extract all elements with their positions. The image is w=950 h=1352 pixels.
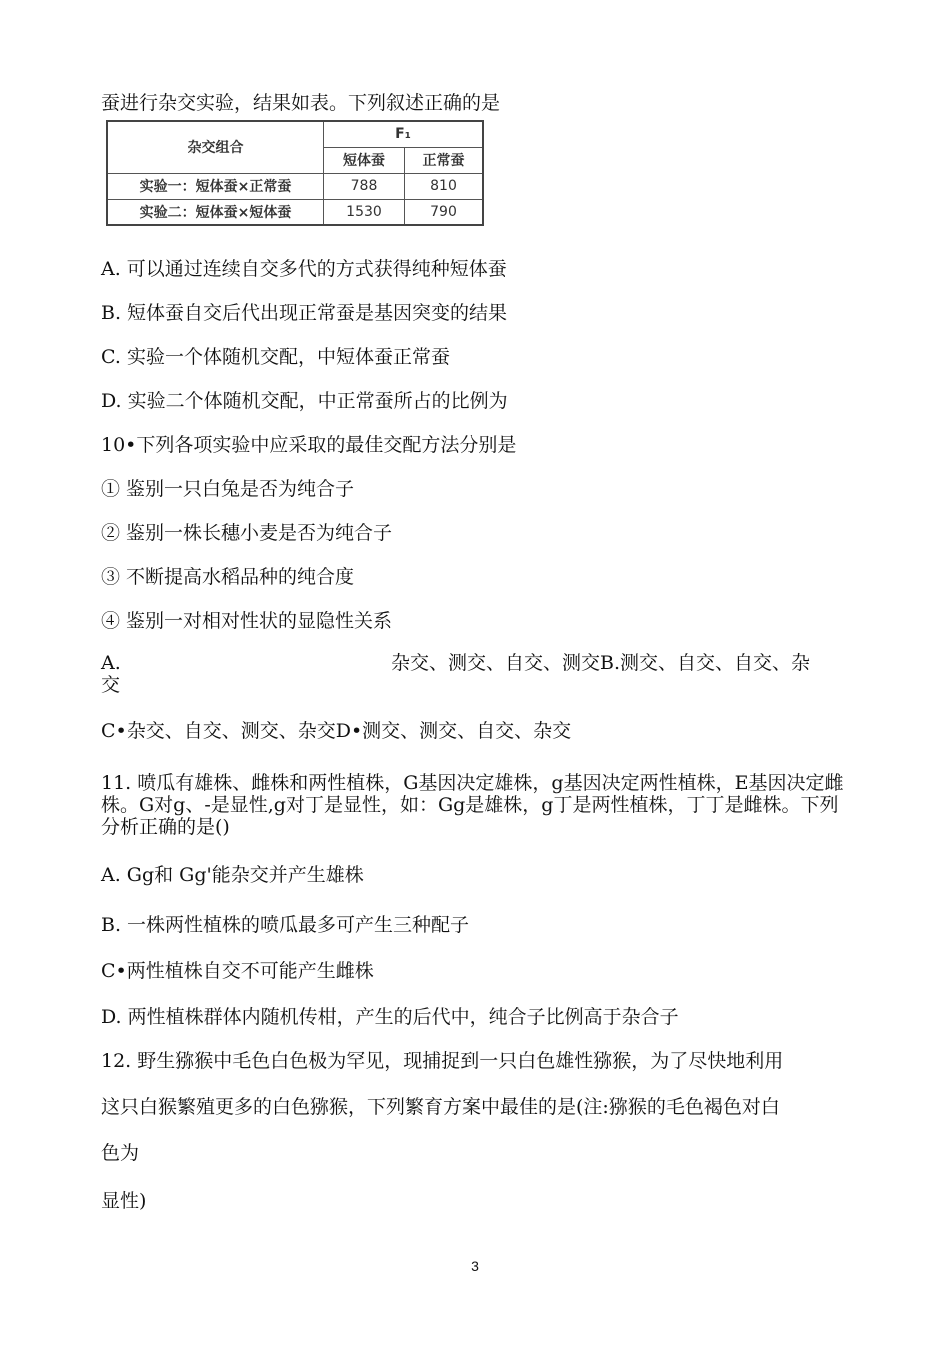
q10-item-2: ② 鉴别一株长穗小麦是否为纯合子 (101, 522, 393, 544)
q11-option-d: D. 两性植株群体内随机传柑，产生的后代中，纯合子比例高于杂合子 (101, 1006, 679, 1028)
q10-item-1: ① 鉴别一只白兔是否为纯合子 (101, 478, 355, 500)
row-label: 实验二：短体蚕×短体蚕 (107, 199, 324, 225)
header-combo: 杂交组合 (107, 121, 324, 173)
header-normal: 正常蚕 (405, 147, 484, 173)
header-short: 短体蚕 (324, 147, 405, 173)
q11-option-a: A. Gg和 Gg'能杂交并产生雄株 (101, 864, 364, 886)
q10-option-b-tail: 交 (101, 674, 121, 696)
q10-item-3: ③ 不断提高水稻品种的纯合度 (101, 566, 355, 588)
q12-line-2: 这只白猴繁殖更多的白色猕猴，下列繁育方案中最佳的是(注:猕猴的毛色褐色对白 (101, 1096, 780, 1118)
table-row (107, 199, 483, 225)
q9-option-d: D. 实验二个体随机交配，中正常蚕所占的比例为 (101, 390, 508, 412)
q11-stem: 11. 喷瓜有雄株、雌株和两性植株，G基因决定雄株，g基因决定两性植株，E基因决定雌株。G对g、-是显性,g对丁是显性，如：Gg是雄株，g丁是两性植株，丁丁是雌株。下列分析正确的是() (101, 772, 844, 838)
q10-option-ab-text: 杂交、测交、自交、测交B.测交、自交、自交、杂 (391, 652, 811, 674)
row-normal-value: 790 (405, 199, 484, 225)
q10-option-a-label: A. (101, 652, 121, 674)
q12-line-4: 显性) (101, 1190, 147, 1212)
q9-option-c: C. 实验一个体随机交配，中短体蚕正常蚕 (101, 346, 450, 368)
intro-text: 蚕进行杂交实验，结果如表。下列叙述正确的是 (101, 92, 501, 114)
q11-option-b: B. 一株两性植株的喷瓜最多可产生三种配子 (101, 914, 470, 936)
q10-item-4: ④ 鉴别一对相对性状的显隐性关系 (101, 610, 393, 632)
page-number: 3 (471, 1258, 479, 1274)
q9-option-b: B. 短体蚕自交后代出现正常蚕是基因突变的结果 (101, 302, 508, 324)
q10-stem: 10•下列各项实验中应采取的最佳交配方法分别是 (101, 434, 517, 456)
results-table (106, 120, 484, 226)
row-short-value: 1530 (324, 199, 405, 225)
table-row (107, 173, 483, 199)
row-short-value: 788 (324, 173, 405, 199)
header-f1: F₁ (324, 121, 484, 147)
row-label: 实验一：短体蚕×正常蚕 (107, 173, 324, 199)
row-normal-value: 810 (405, 173, 484, 199)
q12-line-1: 12. 野生猕猴中毛色白色极为罕见，现捕捉到一只白色雄性猕猴，为了尽快地利用 (101, 1050, 784, 1072)
q11-option-c: C•两性植株自交不可能产生雌株 (101, 960, 374, 982)
q12-line-3: 色为 (101, 1142, 140, 1164)
q10-option-cd: C•杂交、自交、测交、杂交D•测交、测交、自交、杂交 (101, 720, 572, 742)
q9-option-a: A. 可以通过连续自交多代的方式获得纯种短体蚕 (101, 258, 507, 280)
